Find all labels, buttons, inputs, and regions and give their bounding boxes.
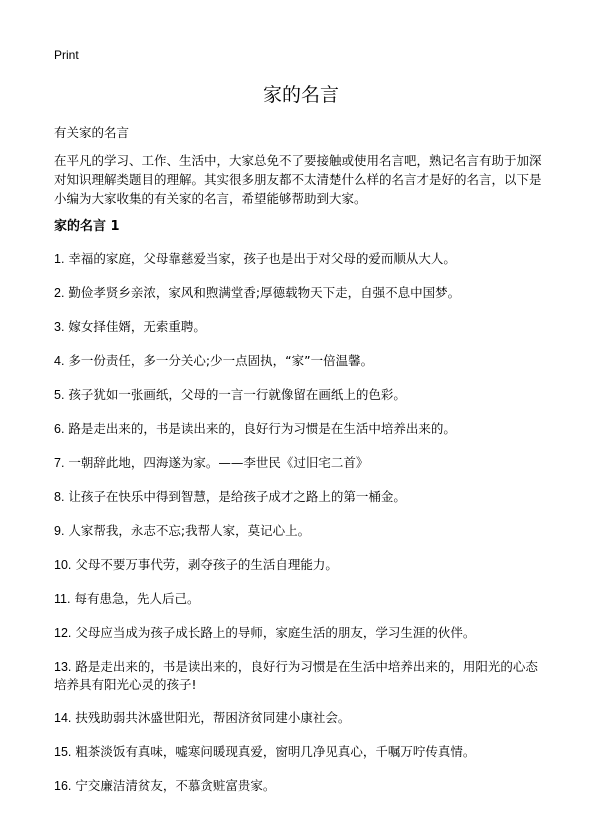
quote-number: 4. xyxy=(54,354,65,368)
quote-text: 幸福的家庭，父母靠慈爱当家，孩子也是出于对父母的爱而顺从大人。 xyxy=(68,251,456,266)
quote-item xyxy=(54,658,548,693)
quote-text: 多一份责任，多一分关心;少一点固执，“家”一倍温馨。 xyxy=(68,353,374,368)
quote-number: 15. xyxy=(54,745,72,759)
quote-number: 12. xyxy=(54,626,72,640)
quote-text: 一朝辞此地，四海遂为家。——李世民《过旧宅二首》 xyxy=(68,455,369,470)
quote-item xyxy=(54,624,548,642)
quote-text: 每有患急，先人后己。 xyxy=(74,591,200,606)
quote-item xyxy=(54,454,548,472)
quote-number: 9. xyxy=(54,524,65,538)
quote-item xyxy=(54,284,548,302)
section-heading: 家的名言 1 xyxy=(54,219,120,234)
quote-text: 勤俭孝贤乡亲浓，家风和煦满堂香;厚德载物天下走，自强不息中国梦。 xyxy=(68,285,461,300)
quote-text: 宁交廉洁清贫友，不慕贪赃富贵家。 xyxy=(75,778,276,793)
quote-text: 嫁女择佳婿，无索重聘。 xyxy=(68,319,206,334)
quote-item xyxy=(54,777,548,795)
quote-number: 1. xyxy=(54,252,65,266)
print-link[interactable]: Print xyxy=(54,48,79,62)
quote-text: 扶残助弱共沐盛世阳光，帮困济贫同建小康社会。 xyxy=(75,710,351,725)
quote-text: 路是走出来的，书是读出来的，良好行为习惯是在生活中培养出来的，用阳光的心态培养具有阳光心灵的孩子! xyxy=(54,659,538,692)
quote-number: 14. xyxy=(54,711,72,725)
quote-text: 路是走出来的，书是读出来的，良好行为习惯是在生活中培养出来的。 xyxy=(68,421,456,436)
quote-number: 6. xyxy=(54,422,65,436)
quote-item xyxy=(54,318,548,336)
quote-item xyxy=(54,250,548,268)
quote-item xyxy=(54,743,548,761)
quote-item xyxy=(54,709,548,727)
quote-item xyxy=(54,386,548,404)
subtitle: 有关家的名言 xyxy=(54,125,130,140)
quote-list xyxy=(54,250,548,811)
quote-item xyxy=(54,420,548,438)
quote-text: 孩子犹如一张画纸，父母的一言一行就像留在画纸上的色彩。 xyxy=(68,387,406,402)
quote-number: 10. xyxy=(54,558,72,572)
quote-text: 父母应当成为孩子成长路上的导师，家庭生活的朋友，学习生涯的伙伴。 xyxy=(75,625,476,640)
quote-number: 13. xyxy=(54,660,72,674)
quote-item xyxy=(54,522,548,540)
quote-number: 3. xyxy=(54,320,65,334)
intro-paragraph: 在平凡的学习、工作、生活中，大家总免不了要接触或使用名言吧，熟记名言有助于加深对知识理解类题目的理解。其实很多朋友都不太清楚什么样的名言才是好的名言，以下是小编为大家收集的有关家的名言，希望能够帮助到大家。 xyxy=(54,153,542,206)
quote-number: 11. xyxy=(54,592,71,606)
quote-item xyxy=(54,590,548,608)
quote-text: 父母不要万事代劳，剥夺孩子的生活自理能力。 xyxy=(75,557,338,572)
quote-item xyxy=(54,556,548,574)
quote-number: 8. xyxy=(54,490,65,504)
quote-text: 粗茶淡饭有真味，嘘寒问暖现真爱，窗明几净见真心，千嘱万咛传真情。 xyxy=(75,744,476,759)
quote-text: 让孩子在快乐中得到智慧，是给孩子成才之路上的第一桶金。 xyxy=(68,489,406,504)
quote-number: 16. xyxy=(54,779,72,793)
quote-number: 5. xyxy=(54,388,65,402)
page-title: 家的名言 xyxy=(262,84,339,106)
quote-number: 2. xyxy=(54,286,65,300)
quote-number: 7. xyxy=(54,456,65,470)
quote-item xyxy=(54,352,548,370)
quote-item xyxy=(54,488,548,506)
quote-text: 人家帮我，永志不忘;我帮人家，莫记心上。 xyxy=(68,523,311,538)
